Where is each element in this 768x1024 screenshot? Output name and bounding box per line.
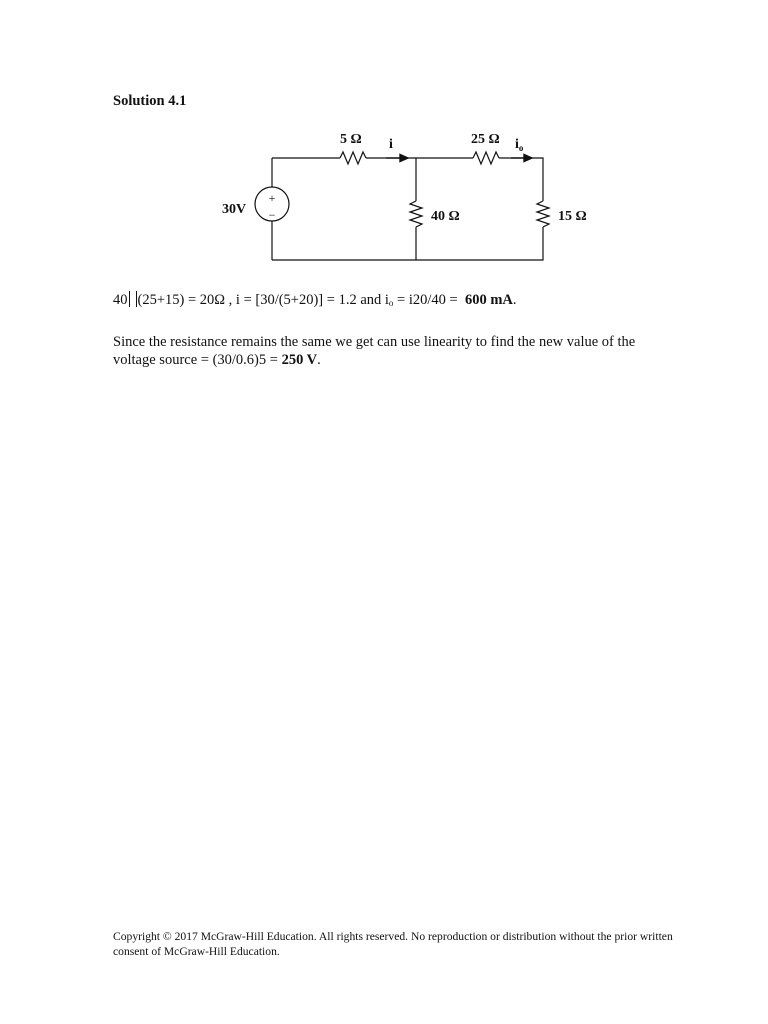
source-plus-sign: +: [268, 191, 276, 205]
equation-part1: 40: [113, 292, 128, 308]
linearity-paragraph: [113, 333, 673, 369]
resistor-25-ohm: [473, 152, 499, 164]
current-arrow-i: [386, 155, 408, 162]
r4-label: 15 Ω: [558, 209, 587, 224]
current-io-label: [515, 137, 524, 153]
r2-label: 25 Ω: [471, 132, 500, 147]
solution-heading: Solution 4.1: [113, 93, 187, 109]
current-io-sub: o: [518, 143, 524, 153]
resistor-40-ohm: [410, 201, 422, 227]
equation-line: [113, 291, 517, 309]
current-i-label: i: [389, 137, 393, 152]
resistor-5-ohm: [340, 152, 366, 164]
equation-answer: 600 mA: [464, 292, 513, 308]
current-io-main: i: [515, 137, 519, 152]
copyright-footer: Copyright © 2017 McGraw-Hill Education. All rights reserved. No reproduction or distribution without the prior written consent of McGraw-Hill Education.: [113, 930, 673, 958]
equation-part2: (25+15) = 20Ω , i = [30/(5+20)] = 1.2 and i: [137, 292, 389, 308]
parallel-symbol: [129, 291, 137, 307]
r3-label: 40 Ω: [431, 209, 460, 224]
circuit-diagram: [0, 0, 768, 280]
equation-part3: = i20/40 =: [393, 292, 462, 308]
paragraph-end: .: [317, 352, 321, 368]
paragraph-answer: 250 V: [281, 352, 318, 368]
source-minus-sign: −: [268, 208, 276, 222]
wire-right-bottom: [272, 227, 543, 260]
wire-top-right: [499, 158, 543, 201]
paragraph-text: Since the resistance remains the same we get can use linearity to find the new value of the voltage source = (30/0.6)5 =: [113, 334, 636, 368]
current-arrow-io: [511, 155, 532, 162]
equation-end: .: [512, 292, 517, 308]
source-label: 30V: [222, 202, 247, 217]
r1-label: 5 Ω: [340, 132, 362, 147]
equation-sub: o: [388, 298, 394, 308]
resistor-15-ohm: [537, 201, 549, 227]
